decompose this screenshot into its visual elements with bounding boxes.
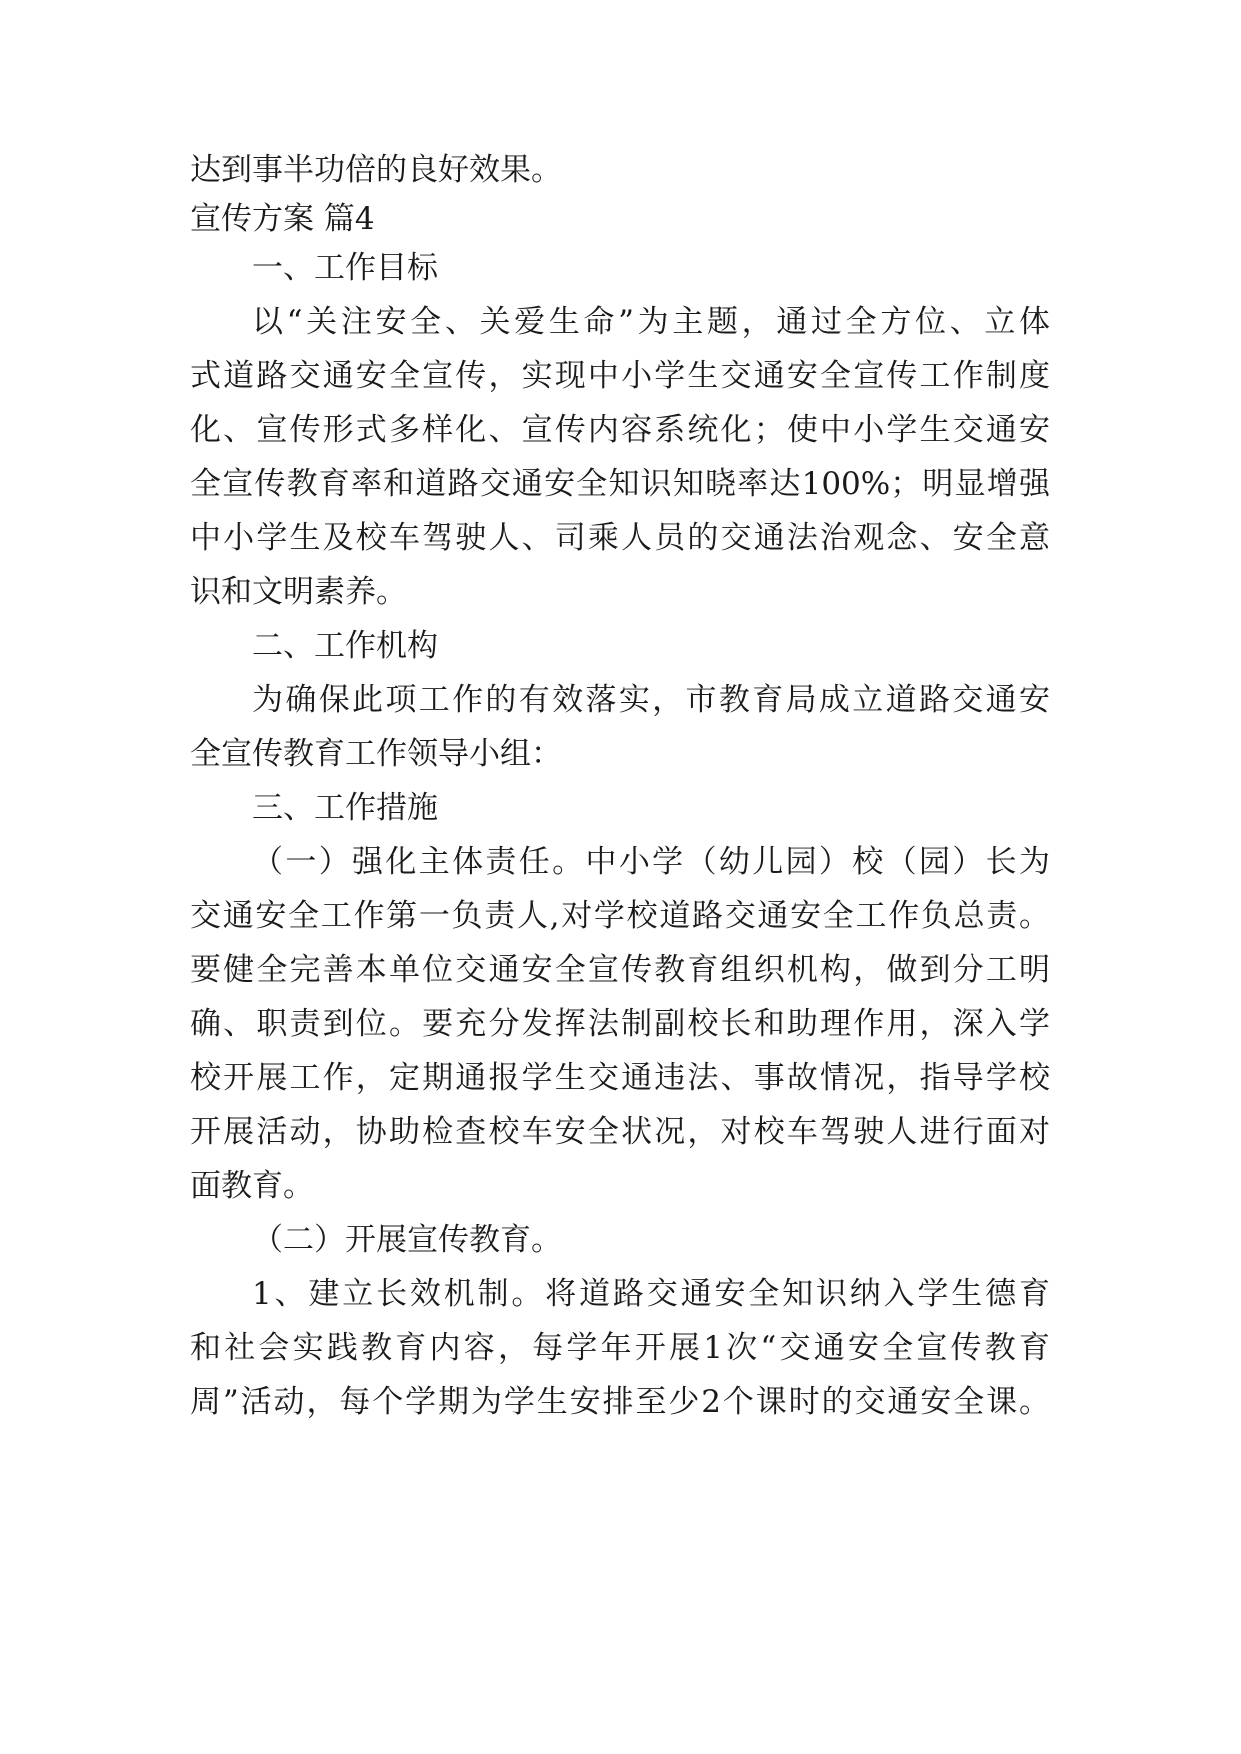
paragraph-line: 1、建立长效机制。将道路交通安全知识纳入学生德育 bbox=[252, 1276, 1050, 1312]
paragraph-line: 交通安全工作第一负责人,对学校道路交通安全工作负总责。 bbox=[190, 898, 1050, 934]
paragraph-line: 要健全完善本单位交通安全宣传教育组织机构，做到分工明 bbox=[190, 952, 1050, 988]
paragraph-line: 周”活动，每个学期为学生安排至少2个课时的交通安全课。 bbox=[190, 1384, 1050, 1420]
paragraph-line: 全宣传教育率和道路交通安全知识知晓率达100%；明显增强 bbox=[190, 466, 1050, 502]
paragraph-line: 开展活动，协助检查校车安全状况，对校车驾驶人进行面对 bbox=[190, 1114, 1050, 1150]
paragraph-line: 确、职责到位。要充分发挥法制副校长和助理作用，深入学 bbox=[190, 1006, 1050, 1042]
paragraph-line: 式道路交通安全宣传，实现中小学生交通安全宣传工作制度 bbox=[190, 358, 1050, 394]
paragraph-line: 化、宣传形式多样化、宣传内容系统化；使中小学生交通安 bbox=[190, 412, 1050, 448]
paragraph-line: 中小学生及校车驾驶人、司乘人员的交通法治观念、安全意 bbox=[190, 520, 1050, 556]
paragraph-line: 达到事半功倍的良好效果。 bbox=[190, 152, 562, 188]
heading-work-organization: 二、工作机构 bbox=[252, 628, 438, 664]
paragraph-line: 面教育。 bbox=[190, 1168, 314, 1204]
subheading-publicity-education: （二）开展宣传教育。 bbox=[252, 1222, 562, 1258]
paragraph-line: 为确保此项工作的有效落实，市教育局成立道路交通安 bbox=[252, 682, 1050, 718]
paragraph-line: 校开展工作，定期通报学生交通违法、事故情况，指导学校 bbox=[190, 1060, 1050, 1096]
section-heading: 宣传方案 篇4 bbox=[190, 201, 375, 237]
heading-work-goals: 一、工作目标 bbox=[252, 250, 438, 286]
paragraph-line: 以“关注安全、关爱生命”为主题，通过全方位、立体 bbox=[252, 304, 1050, 340]
paragraph-line: 识和文明素养。 bbox=[190, 574, 407, 610]
paragraph-line: （一）强化主体责任。中小学（幼儿园）校（园）长为 bbox=[252, 844, 1050, 880]
paragraph-line: 全宣传教育工作领导小组： bbox=[190, 736, 562, 772]
paragraph-line: 和社会实践教育内容，每学年开展1次“交通安全宣传教育 bbox=[190, 1330, 1050, 1366]
heading-work-measures: 三、工作措施 bbox=[252, 790, 438, 826]
